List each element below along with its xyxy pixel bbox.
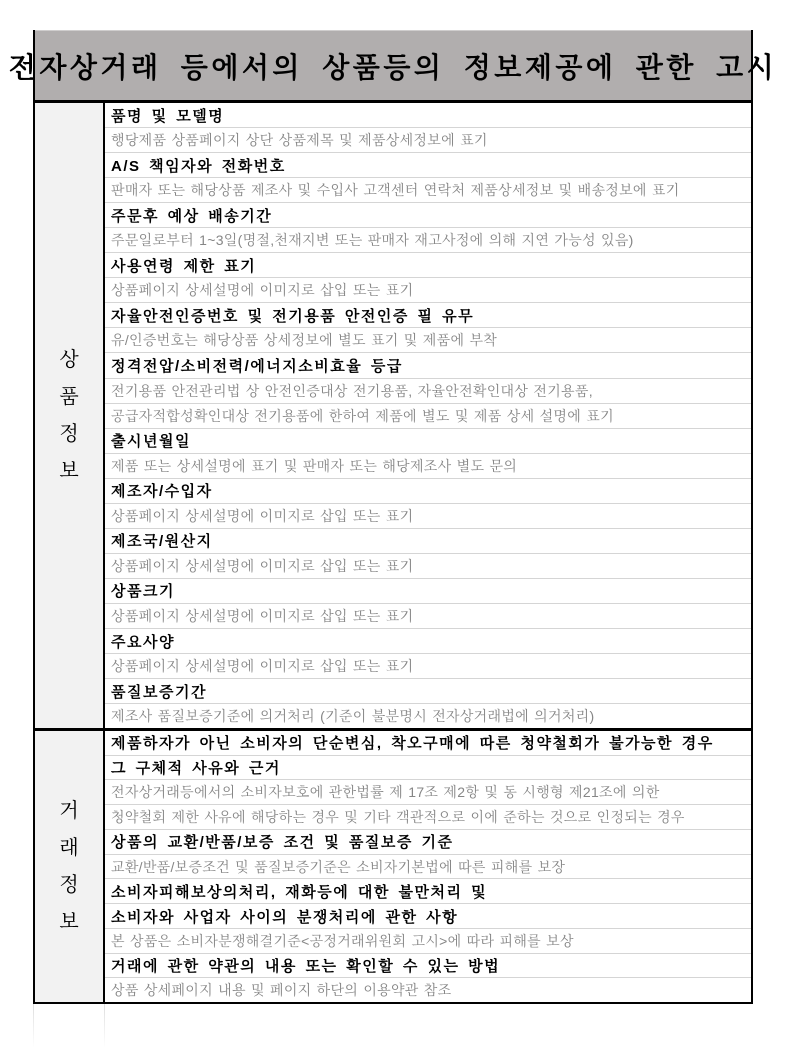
vertical-label-char: 정 xyxy=(59,873,79,896)
row-item-title: 제조국/원산지 xyxy=(105,529,751,554)
gridline-artifact-divider xyxy=(104,1004,105,1048)
row-item-title: 사용연령 제한 표기 xyxy=(105,253,751,278)
product-info-rows xyxy=(105,103,751,728)
row-item-description: 유/인증번호는 해당상품 상세정보에 별도 표기 및 제품에 부착 xyxy=(105,328,751,353)
row-item-description: 청약철회 제한 사유에 해당하는 경우 및 기타 객관적으로 이에 준하는 것으로 인정되는 경우 xyxy=(105,805,751,830)
vertical-label-char: 정 xyxy=(59,422,79,445)
row-item-title: 그 구체적 사유와 근거 xyxy=(105,756,751,781)
row-item-description: 주문일로부터 1~3일(명절,천재지변 또는 판매자 재고사정에 의해 지연 가능성 있음) xyxy=(105,228,751,253)
notice-title: 전자상거래 등에서의 상품등의 정보제공에 관한 고시 xyxy=(8,51,778,83)
vertical-label-char: 보 xyxy=(59,459,79,482)
vertical-label-char: 래 xyxy=(59,836,79,859)
section-trade-info xyxy=(35,731,751,1002)
row-item-title: 제조자/수입자 xyxy=(105,479,751,504)
section-product-info xyxy=(35,103,751,728)
row-item-description: 상품페이지 상세설명에 이미지로 삽입 또는 표기 xyxy=(105,604,751,629)
row-item-description: 판매자 또는 해당상품 제조사 및 수입사 고객센터 연락처 제품상세정보 및 배송정보에 표기 xyxy=(105,178,751,203)
section-label-trade xyxy=(35,731,105,1002)
row-item-description: 상품페이지 상세설명에 이미지로 삽입 또는 표기 xyxy=(105,554,751,579)
row-item-description: 전기용품 안전관리법 상 안전인증대상 전기용품, 자율안전확인대상 전기용품, xyxy=(105,379,751,404)
row-item-description: 상품페이지 상세설명에 이미지로 삽입 또는 표기 xyxy=(105,278,751,303)
vertical-label-trade xyxy=(59,793,78,941)
notice-title-bar xyxy=(8,30,778,103)
vertical-label-product xyxy=(59,342,78,490)
row-item-title: 출시년월일 xyxy=(105,429,751,454)
section-label-product xyxy=(35,103,105,728)
row-item-title: A/S 책임자와 전화번호 xyxy=(105,153,751,178)
vertical-label-char: 품 xyxy=(59,385,79,408)
row-item-description: 행당제품 상품페이지 상단 상품제목 및 제품상세정보에 표기 xyxy=(105,128,751,153)
row-item-title: 상품의 교환/반품/보증 조건 및 품질보증 기준 xyxy=(105,830,751,855)
row-item-description: 상품 상세페이지 내용 및 페이지 하단의 이용약관 참조 xyxy=(111,982,452,999)
row-item-description: 상품페이지 상세설명에 이미지로 삽입 또는 표기 xyxy=(105,504,751,529)
notice-table xyxy=(8,30,778,1004)
row-item-description: 교환/반품/보증조건 및 품질보증기준은 소비자기본법에 따른 피해를 보장 xyxy=(105,855,751,880)
row-item-description: 본 상품은 소비자분쟁해결기준<공정거래위원회 고시>에 따라 피해를 보상 xyxy=(105,929,751,954)
row-item-title: 품질보증기간 xyxy=(105,679,751,704)
vertical-label-char: 보 xyxy=(59,910,79,933)
row-item-title: 소비자와 사업자 사이의 분쟁처리에 관한 사항 xyxy=(105,904,751,929)
row-item-title: 주문후 예상 배송기간 xyxy=(105,203,751,228)
row-item-title: 소비자피해보상의처리, 재화등에 대한 불만처리 및 xyxy=(105,879,751,904)
gridline-artifact-left xyxy=(33,1004,34,1048)
vertical-label-char: 상 xyxy=(59,348,79,371)
row-item-description: 상품페이지 상세설명에 이미지로 삽입 또는 표기 xyxy=(105,654,751,679)
row-item-description: 공급자적합성확인대상 전기용품에 한하여 제품에 별도 및 제품 상세 설명에 표기 xyxy=(105,404,751,429)
row-item-title: 정격전압/소비전력/에너지소비효율 등급 xyxy=(105,353,751,378)
row-item-title: 자율안전인증번호 및 전기용품 안전인증 필 유무 xyxy=(105,303,751,328)
vertical-label-char: 거 xyxy=(59,799,79,822)
trade-info-rows xyxy=(105,731,751,1002)
row-item-description: 제품 또는 상세설명에 표기 및 판매자 또는 해당제조사 별도 문의 xyxy=(105,454,751,479)
row-item-title: 제품하자가 아닌 소비자의 단순변심, 착오구매에 따른 청약철회가 불가능한 경우 xyxy=(105,731,751,756)
row-item-title: 품명 및 모델명 xyxy=(105,103,751,128)
row-item-description: 전자상거래등에서의 소비자보호에 관한법률 제 17조 제2항 및 동 시행형 제21조에 의한 xyxy=(105,780,751,805)
row-item-title: 상품크기 xyxy=(105,579,751,604)
row-item-title: 거래에 관한 약관의 내용 또는 확인할 수 있는 방법 xyxy=(105,954,751,979)
row-item-description: 제조사 품질보증기준에 의거처리 (기준이 불분명시 전자상거래법에 의거처리) xyxy=(111,708,595,725)
row-item-title: 주요사양 xyxy=(105,629,751,654)
